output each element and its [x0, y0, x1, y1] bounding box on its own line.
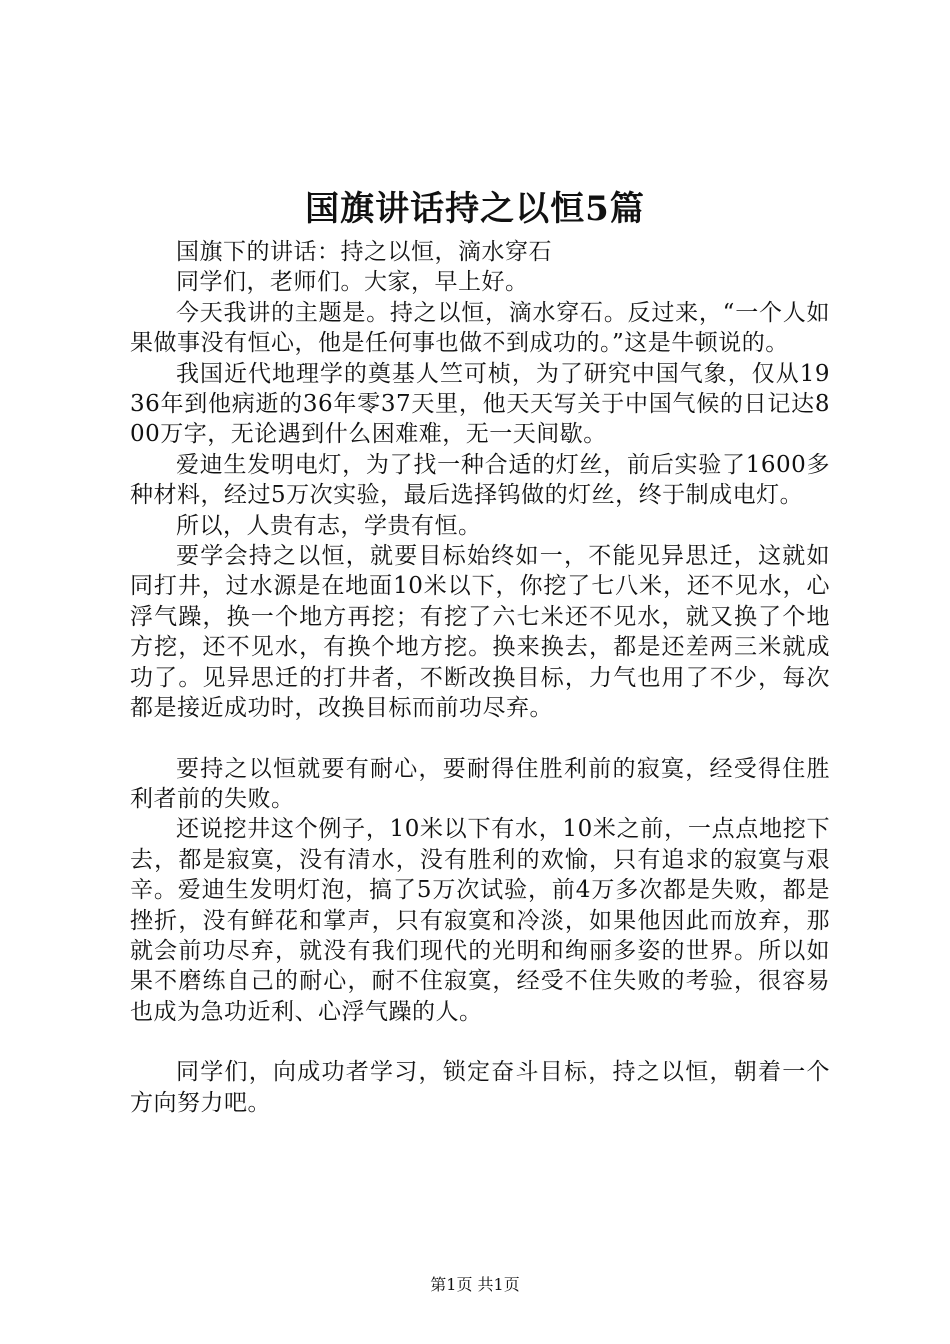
- paragraph-zhu-kezhen: 我国近代地理学的奠基人竺可桢，为了研究中国气象，仅从1936年到他病逝的36年零37天里，他天天写关于中国气候的日记达800万字，无论遇到什么困难难，无一天间歇。: [130, 360, 830, 448]
- paragraph-subtitle: 国旗下的讲话：持之以恒，滴水穿石: [176, 239, 552, 265]
- paragraph-well-digging: 要学会持之以恒，就要目标始终如一，不能见异思迁，这就如同打井，过水源是在地面10米以下，你挖了七八米，还不见水，心浮气躁，换一个地方再挖；有挖了六七米还不见水，就又换了个地方挖，还不见水，有换个地方挖。换来换去，都是还差两三米就成功了。见异思迁的打井者，不断改换目标，力气也用了不少，每次都是接近成功时，改换目标而前功尽弃。: [130, 543, 830, 722]
- paragraph-edison-lamp: 爱迪生发明电灯，为了找一种合适的灯丝，前后实验了1600多种材料，经过5万次实验，最后选择钨做的灯丝，终于制成电灯。: [130, 451, 830, 509]
- paragraph-patience: 要持之以恒就要有耐心，要耐得住胜利前的寂寞，经受得住胜利者前的失败。: [130, 755, 830, 812]
- document-title: 国旗讲话持之以恒5篇: [305, 189, 645, 229]
- page-footer: 第1页 共1页: [430, 1275, 520, 1294]
- paragraph-motto: 所以，人贵有志，学贵有恒。: [176, 512, 482, 539]
- paragraph-greeting: 同学们，老师们。大家，早上好。: [176, 269, 529, 296]
- document-body: [130, 237, 830, 1118]
- paragraph-closing: 同学们，向成功者学习，锁定奋斗目标，持之以恒，朝着一个方向努力吧。: [130, 1059, 830, 1116]
- paragraph-theme: 今天我讲的主题是。持之以恒，滴水穿石。反过来，“一个人如果做事没有恒心，他是任何事也做不到成功的。”这是牛顿说的。: [130, 299, 830, 357]
- paragraph-well-example: 还说挖井这个例子，10米以下有水，10米之前，一点点地挖下去，都是寂寞，没有清水，没有胜利的欢愉，只有追求的寂寞与艰辛。爱迪生发明灯泡，搞了5万次试验，前4万多次都是失败，都是挫折，没有鲜花和掌声，只有寂寞和冷淡，如果他因此而放弃，那就会前功尽弃，就没有我们现代的光明和绚丽多姿的世界。所以如果不磨练自己的耐心，耐不住寂寞，经受不住失败的考验，很容易也成为急功近利、心浮气躁的人。: [130, 816, 830, 1025]
